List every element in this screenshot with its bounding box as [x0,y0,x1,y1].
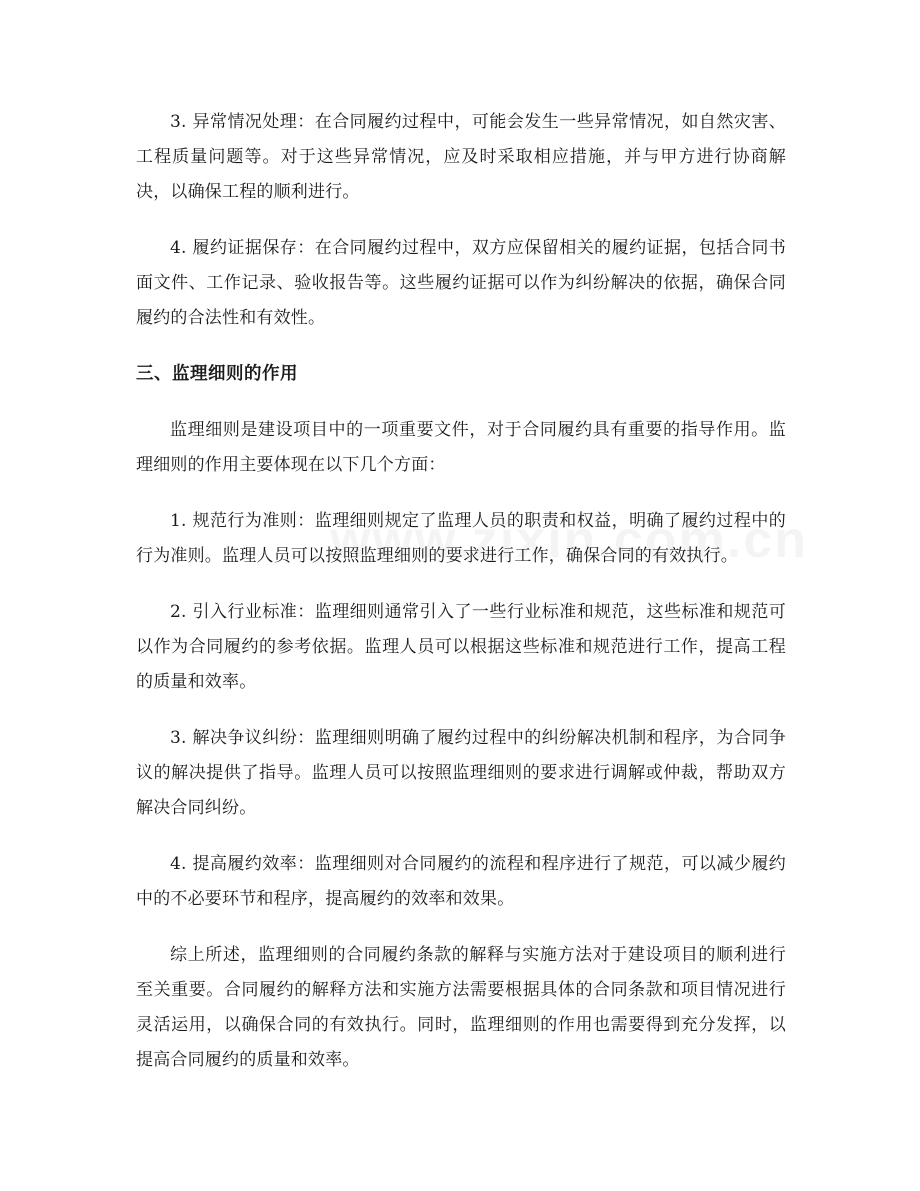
section-intro-paragraph: 监理细则是建设项目中的一项重要文件，对于合同履约具有重要的指导作用。监理细则的作用主要体现在以下几个方面： [136,420,786,475]
conclusion-paragraph: 综上所述，监理细则的合同履约条款的解释与实施方法对于建设项目的顺利进行至关重要。合同履约的解释方法和实施方法需要根据具体的合同条款和项目情况进行灵活运用，以确保合同的有效执行。同时，监理细则的作用也需要得到充分发挥，以提高合同履约的质量和效率。 [136,945,786,1070]
paragraph-exception-handling: 3. 异常情况处理：在合同履约过程中，可能会发生一些异常情况，如自然灾害、工程质量问题等。对于这些异常情况，应及时采取相应措施，并与甲方进行协商解决，以确保工程的顺利进行。 [136,112,786,202]
role-item-standardize-conduct: 1. 规范行为准则：监理细则规定了监理人员的职责和权益，明确了履约过程中的行为准则。监理人员可以按照监理细则的要求进行工作，确保合同的有效执行。 [136,511,786,566]
role-item-efficiency: 4. 提高履约效率：监理细则对合同履约的流程和程序进行了规范，可以减少履约中的不必要环节和程序，提高履约的效率和效果。 [136,854,786,909]
role-item-dispute-resolution: 3. 解决争议纠纷：监理细则明确了履约过程中的纠纷解决机制和程序，为合同争议的解决提供了指导。监理人员可以按照监理细则的要求进行调解或仲裁，帮助双方解决合同纠纷。 [136,728,786,818]
paragraph-evidence-preservation: 4. 履约证据保存：在合同履约过程中，双方应保留相关的履约证据，包括合同书面文件、工作记录、验收报告等。这些履约证据可以作为纠纷解决的依据，确保合同履约的合法性和有效性。 [136,238,786,328]
document-page [136,105,786,1078]
role-item-industry-standards: 2. 引入行业标准：监理细则通常引入了一些行业标准和规范，这些标准和规范可以作为合同履约的参考依据。监理人员可以根据这些标准和规范进行工作，提高工程的质量和效率。 [136,602,786,692]
section-heading: 三、监理细则的作用 [136,364,298,384]
